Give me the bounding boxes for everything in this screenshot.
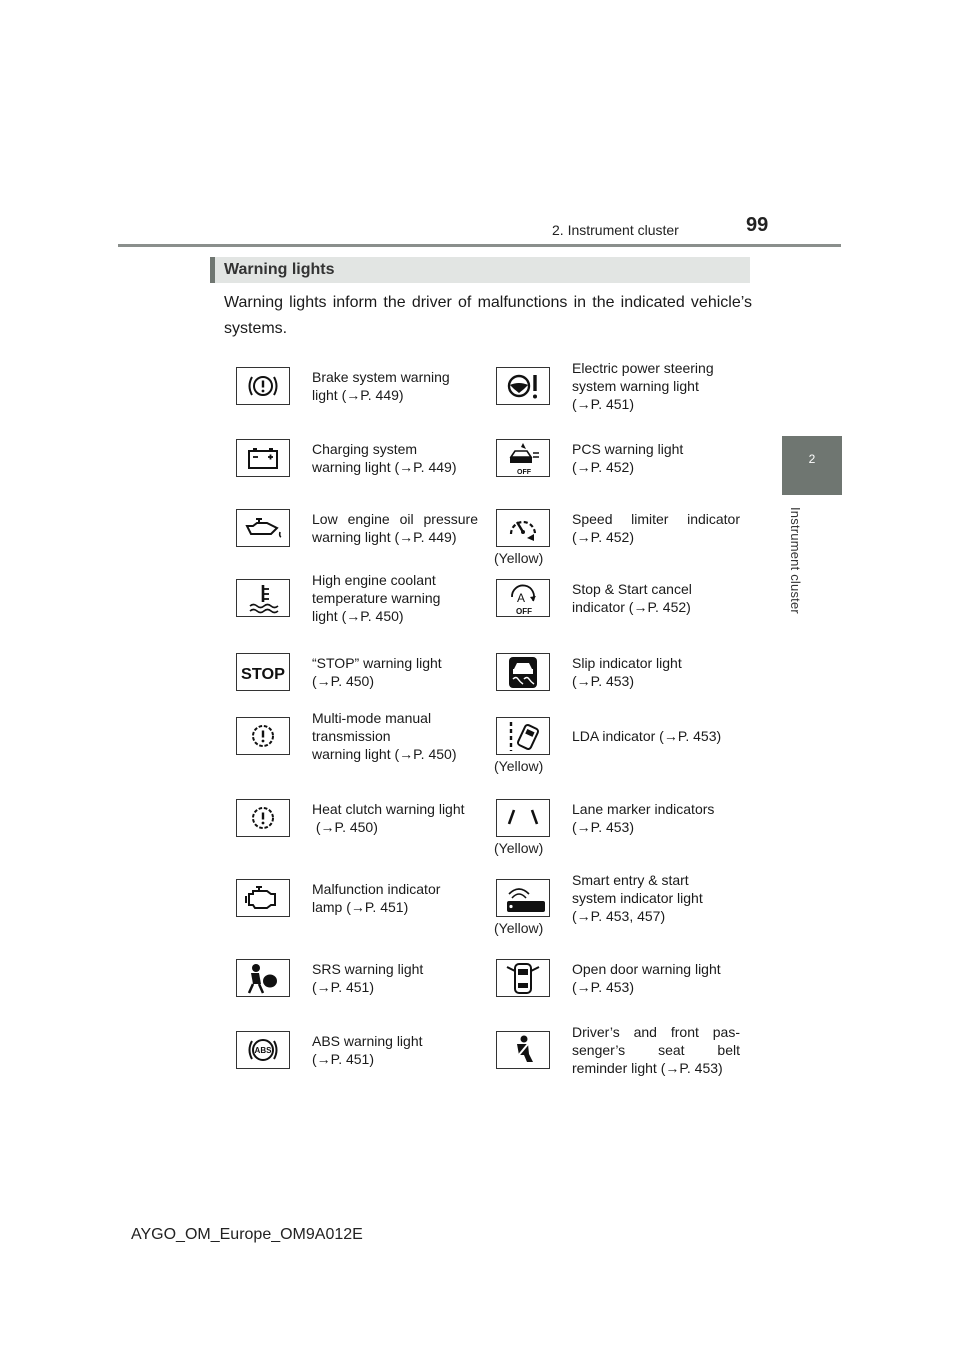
description-line: Brake system warning [312,369,450,385]
description-line: lamp (→P. 451) [312,899,409,915]
description-line: (→P. 451) [312,1051,374,1067]
description-line: warning light (→P. 449) [312,459,457,475]
description-line: Slip indicator light [572,655,682,671]
description-line: indicator (→P. 452) [572,599,691,615]
icon-frame [496,717,550,755]
description-line: warning light (→P. 449) [312,529,457,545]
description-line: PCS warning light [572,441,684,457]
icon-frame [496,367,550,405]
description-line: light (→P. 449) [312,387,404,403]
indicator-description [572,580,740,616]
icon-frame [496,509,550,547]
indicator-description [312,709,478,763]
description-line: Open door warning light [572,961,721,977]
chapter-tab-label: Instrument cluster [788,507,803,614]
description-line: High engine coolant [312,572,436,588]
indicator-description [572,1023,740,1077]
description-line: (→P. 451) [572,396,634,412]
description-line: light (→P. 450) [312,608,404,624]
indicator-description [312,510,478,546]
description-line: Driver’s and front pas- [572,1024,740,1040]
icon-color-caption: (Yellow) [494,920,544,936]
indicator-description [572,440,740,476]
description-line: (→P. 453) [572,979,634,995]
description-line: SRS warning light [312,961,424,977]
description-line: Low engine oil pressure [312,511,478,527]
running-header-section: 2. Instrument cluster [552,222,679,238]
intro-paragraph: Warning lights inform the driver of malfunctions in the indicated vehicle’s systems. [224,294,752,337]
icon-color-caption: (Yellow) [494,840,544,856]
description-line: Lane marker indicators [572,801,715,817]
pcs-off-icon [497,440,549,476]
icon-frame [236,879,290,917]
indicator-description [572,359,740,413]
svg-text:OFF: OFF [516,607,532,616]
description-line: “STOP” warning light [312,655,442,671]
icon-frame [236,1031,290,1069]
malfunction-indicator-icon [237,880,289,916]
description-line: Heat clutch warning light [312,801,465,817]
description-line: Smart entry & start [572,872,689,888]
indicator-description [312,654,478,690]
speed-limiter-icon [497,510,549,546]
lda-indicator-icon [497,718,549,754]
indicator-description [312,571,478,625]
description-line: Speed limiter indicator [572,511,740,527]
battery-charging-icon [237,440,289,476]
icon-frame [496,879,550,917]
indicator-description [572,800,740,836]
indicator-description [312,800,478,836]
description-line: reminder light (→P. 453) [572,1060,723,1076]
indicator-description [312,880,478,916]
heat-clutch-warning-icon [237,800,289,836]
abs-warning-icon [237,1032,289,1068]
description-line: (→P. 453) [572,673,634,689]
description-line: (→P. 452) [572,459,634,475]
indicator-description [572,654,740,690]
section-title: Warning lights [224,261,335,278]
description-line: (→P. 452) [572,529,634,545]
svg-text:OFF: OFF [517,469,531,476]
description-line: Charging system [312,441,418,457]
power-steering-warning-icon [497,368,549,404]
icon-frame [236,367,290,405]
description-line: system warning light [572,378,699,394]
icon-frame [496,653,550,691]
description-line: Multi-mode manual [312,710,432,726]
footer-document-code: AYGO_OM_Europe_OM9A012E [131,1226,363,1243]
icon-frame [236,799,290,837]
chapter-tab-number: 2 [808,452,816,466]
section-heading-accent [210,257,215,283]
description-line: warning light (→P. 450) [312,746,457,762]
svg-text:STOP: STOP [241,666,286,683]
icon-frame [236,439,290,477]
description-line: (→P. 450) [312,673,374,689]
indicator-description [312,368,478,404]
icon-color-caption: (Yellow) [494,550,544,566]
icon-frame [496,799,550,837]
stop-start-off-icon [497,580,549,616]
description-line: (→P. 451) [312,979,374,995]
indicator-description [312,960,478,996]
description-line: transmission [312,728,391,744]
description-line: (→P. 453, 457) [572,908,666,924]
page-number: 99 [746,214,769,236]
icon-frame [236,579,290,617]
indicator-description [572,960,740,996]
lane-marker-icon [497,800,549,836]
description-line: Electric power steering [572,360,714,376]
description-line: ABS warning light [312,1033,423,1049]
icon-frame [496,579,550,617]
indicator-description [312,440,478,476]
stop-warning-icon [237,654,289,690]
seat-belt-reminder-icon [497,1032,549,1068]
indicator-description [572,871,740,925]
icon-frame [236,653,290,691]
transmission-warning-icon [237,718,289,754]
icon-color-caption: (Yellow) [494,758,544,774]
icon-frame [496,1031,550,1069]
description-line: (→P. 450) [312,819,378,835]
oil-pressure-icon [237,510,289,546]
icon-frame [236,959,290,997]
description-line: system indicator light [572,890,703,906]
description-line: LDA indicator (→P. 453) [572,728,722,744]
indicator-description [312,1032,478,1068]
icon-frame [236,717,290,755]
description-line: Malfunction indicator [312,881,441,897]
icon-frame [496,959,550,997]
slip-indicator-icon [497,654,549,690]
indicator-description [572,727,740,745]
icon-frame [236,509,290,547]
description-line: (→P. 453) [572,819,634,835]
brake-warning-icon [237,368,289,404]
svg-text:ABS: ABS [254,1046,272,1055]
srs-airbag-icon [237,960,289,996]
svg-text:A: A [517,591,526,605]
coolant-temperature-icon [237,580,289,616]
indicator-description [572,510,740,546]
description-line: Stop & Start cancel [572,581,692,597]
description-line: senger’s seat belt [572,1042,740,1058]
smart-entry-key-icon [497,880,549,916]
open-door-icon [497,960,549,996]
icon-frame [496,439,550,477]
description-line: temperature warning [312,590,441,606]
header-rule [118,244,841,247]
